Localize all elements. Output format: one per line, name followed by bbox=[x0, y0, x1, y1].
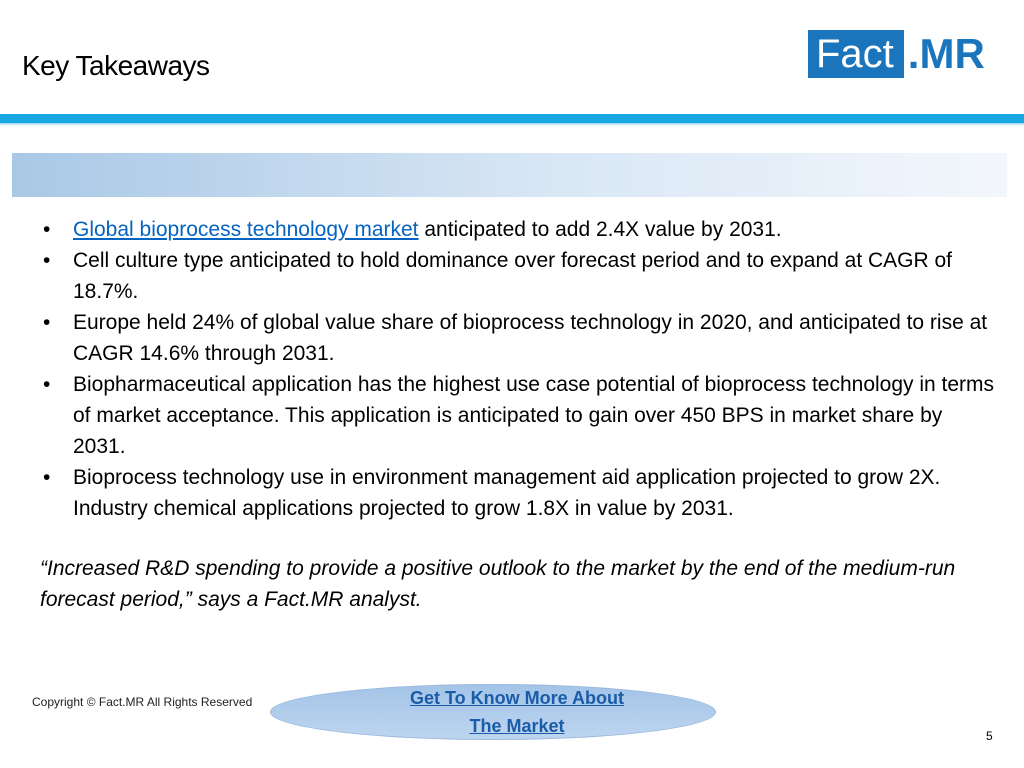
takeaway-item bbox=[40, 245, 1000, 307]
takeaway-text: anticipated to add 2.4X value by 2031. bbox=[418, 218, 782, 241]
header-divider-shadow bbox=[0, 123, 1024, 126]
takeaway-item bbox=[40, 369, 1000, 462]
takeaway-text: Biopharmaceutical application has the highest use case potential of bioprocess technology in terms of market acceptance. This application is anticipated to gain over 450 BPS in market share by 2031. bbox=[73, 373, 995, 458]
bullet-dot: • bbox=[43, 466, 51, 489]
logo-main-text: Fact bbox=[808, 30, 904, 78]
section-band bbox=[12, 153, 1007, 197]
takeaway-item bbox=[40, 214, 1000, 245]
analyst-quote: “Increased R&D spending to provide a positive outlook to the market by the end of the medium-run forecast period,” says a Fact.MR analyst. bbox=[40, 557, 956, 611]
takeaway-item bbox=[40, 462, 1000, 524]
know-more-link[interactable] bbox=[320, 684, 714, 740]
takeaway-text: Cell culture type anticipated to hold dominance over forecast period and to expand at CAGR of 18.7%. bbox=[73, 249, 953, 303]
takeaway-text: Europe held 24% of global value share of bioprocess technology in 2020, and anticipated to rise at CAGR 14.6% through 2031. bbox=[73, 311, 988, 365]
bullet-dot: • bbox=[43, 218, 51, 241]
takeaway-item bbox=[40, 307, 1000, 369]
page-number: 5 bbox=[986, 729, 993, 743]
cta-line-1: Get To Know More About bbox=[410, 688, 624, 708]
cta-line-2: The Market bbox=[469, 716, 565, 736]
bullet-dot: • bbox=[43, 311, 51, 334]
header-divider bbox=[0, 114, 1024, 123]
logo-suffix-text: .MR bbox=[907, 30, 985, 77]
copyright-notice: Copyright © Fact.MR All Rights Reserved bbox=[32, 695, 253, 709]
slide-title: Key Takeaways bbox=[22, 50, 210, 81]
bullet-dot: • bbox=[43, 373, 51, 396]
takeaway-text: Bioprocess technology use in environment management aid application projected to grow 2X. Industry chemical applications projected to grow 1.8X in value by 2031. bbox=[73, 466, 941, 520]
market-report-link[interactable]: Global bioprocess technology market bbox=[73, 218, 419, 241]
bullet-dot: • bbox=[43, 249, 51, 272]
fact-mr-logo bbox=[808, 30, 985, 78]
takeaways-list bbox=[40, 214, 1000, 524]
